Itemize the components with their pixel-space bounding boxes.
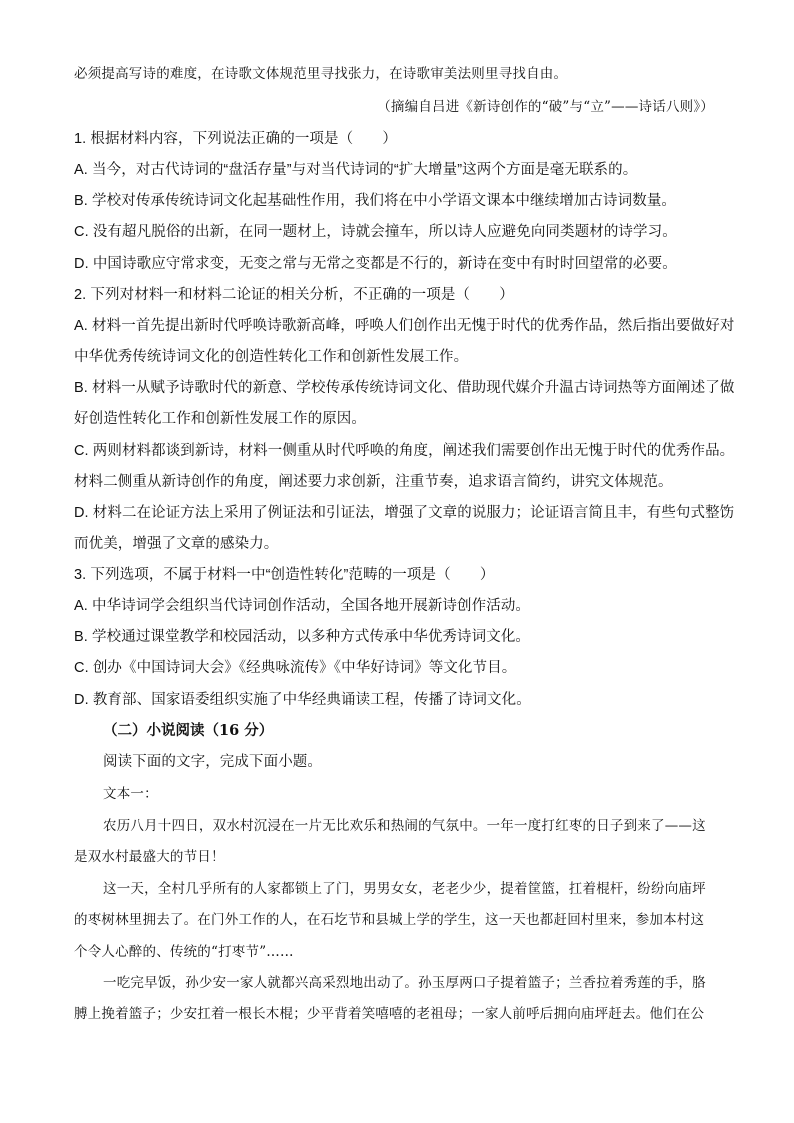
question-3-option-c: C. 创办《中国诗词大会》《经典咏流传》《中华好诗词》等文化节目。 <box>74 660 517 676</box>
source-citation: （摘编自吕进《新诗创作的“破”与“立”——诗话八则》） <box>377 99 714 115</box>
question-3-option-a: A. 中华诗词学会组织当代诗词创作活动，全国各地开展新诗创作活动。 <box>74 598 531 614</box>
question-1-stem: 1. 根据材料内容，下列说法正确的一项是（ ） <box>74 131 398 147</box>
question-3-stem: 3. 下列选项，不属于材料一中“创造性转化”范畴的一项是（ ） <box>74 567 495 583</box>
question-2-option-d: D. 材料二在论证方法上采用了例证法和引证法，增强了文章的说服力；论证语言简且丰，有些句式整饬 <box>74 505 735 521</box>
paragraph-2-line: 这一天，全村几乎所有的人家都锁上了门，男男女女，老老少少，提着筐篮，扛着棍杆，纷纷向庙坪 <box>103 881 706 897</box>
paragraph-3-line: 一吃完早饭，孙少安一家人就都兴高采烈地出动了。孙玉厚两口子提着篮子；兰香拉着秀莲的手，胳 <box>103 975 706 991</box>
question-1-option-b: B. 学校对传承传统诗词文化起基础性作用，我们将在中小学语文课本中继续增加古诗词数量。 <box>74 193 677 209</box>
text-label: 文本一： <box>103 786 158 802</box>
question-2-option-a: A. 材料一首先提出新时代呼唤诗歌新高峰，呼唤人们创作出无愧于时代的优秀作品，然后指出要做好对 <box>74 318 735 334</box>
paragraph-2-line: 个令人心醉的、传统的“打枣节”…… <box>74 944 294 960</box>
reading-instruction: 阅读下面的文字，完成下面小题。 <box>103 754 322 770</box>
question-2-option-d-cont: 而优美，增强了文章的感染力。 <box>74 536 279 552</box>
question-1-option-d: D. 中国诗歌应守常求变，无变之常与无常之变都是不行的，新诗在变中有时时回望常的必要。 <box>74 256 677 272</box>
question-2-stem: 2. 下列对材料一和材料二论证的相关分析，不正确的一项是（ ） <box>74 287 514 303</box>
question-2-option-c-cont: 材料二侧重从新诗创作的角度，阐述要力求创新，注重节奏，追求语言简约，讲究文体规范。 <box>74 474 673 490</box>
paragraph-1-line: 农历八月十四日，双水村沉浸在一片无比欢乐和热闹的气氛中。一年一度打红枣的日子到来了——这 <box>103 818 706 834</box>
question-2-option-b: B. 材料一从赋予诗歌时代的新意、学校传承传统诗词文化、借助现代媒介升温古诗词热等方面阐述了做 <box>74 380 735 396</box>
question-2-option-b-cont: 好创造性转化工作和创新性发展工作的原因。 <box>74 411 366 427</box>
question-1-option-a: A. 当今，对古代诗词的“盘活存量”与对当代诗词的“扩大增量”这两个方面是毫无联系的。 <box>74 162 638 178</box>
question-3-option-b: B. 学校通过课堂教学和校园活动，以多种方式传承中华优秀诗词文化。 <box>74 629 531 645</box>
paragraph-1-line: 是双水村最盛大的节日！ <box>74 849 225 865</box>
intro-text-line: 必须提高写诗的难度，在诗歌文体规范里寻找张力，在诗歌审美法则里寻找自由。 <box>74 66 568 82</box>
question-3-option-d: D. 教育部、国家语委组织实施了中华经典诵读工程，传播了诗词文化。 <box>74 692 531 708</box>
paragraph-3-line: 膊上挽着篮子；少安扛着一根长木棍；少平背着笑嘻嘻的老祖母；一家人前呼后拥向庙坪赶去。他们在公 <box>74 1006 705 1022</box>
question-2-option-c: C. 两则材料都谈到新诗，材料一侧重从时代呼唤的角度，阐述我们需要创作出无愧于时代的优秀作品。 <box>74 443 735 459</box>
question-1-option-c: C. 没有超凡脱俗的出新，在同一题材上，诗就会撞车，所以诗人应避免向同类题材的诗学习。 <box>74 224 677 240</box>
paragraph-2-line: 的枣树林里拥去了。在门外工作的人，在石圪节和县城上学的学生，这一天也都赶回村里来，参加本村这 <box>74 912 705 928</box>
section-heading: （二）小说阅读（16 分） <box>103 722 274 739</box>
question-2-option-a-cont: 中华优秀传统诗词文化的创造性转化工作和创新性发展工作。 <box>74 349 469 365</box>
